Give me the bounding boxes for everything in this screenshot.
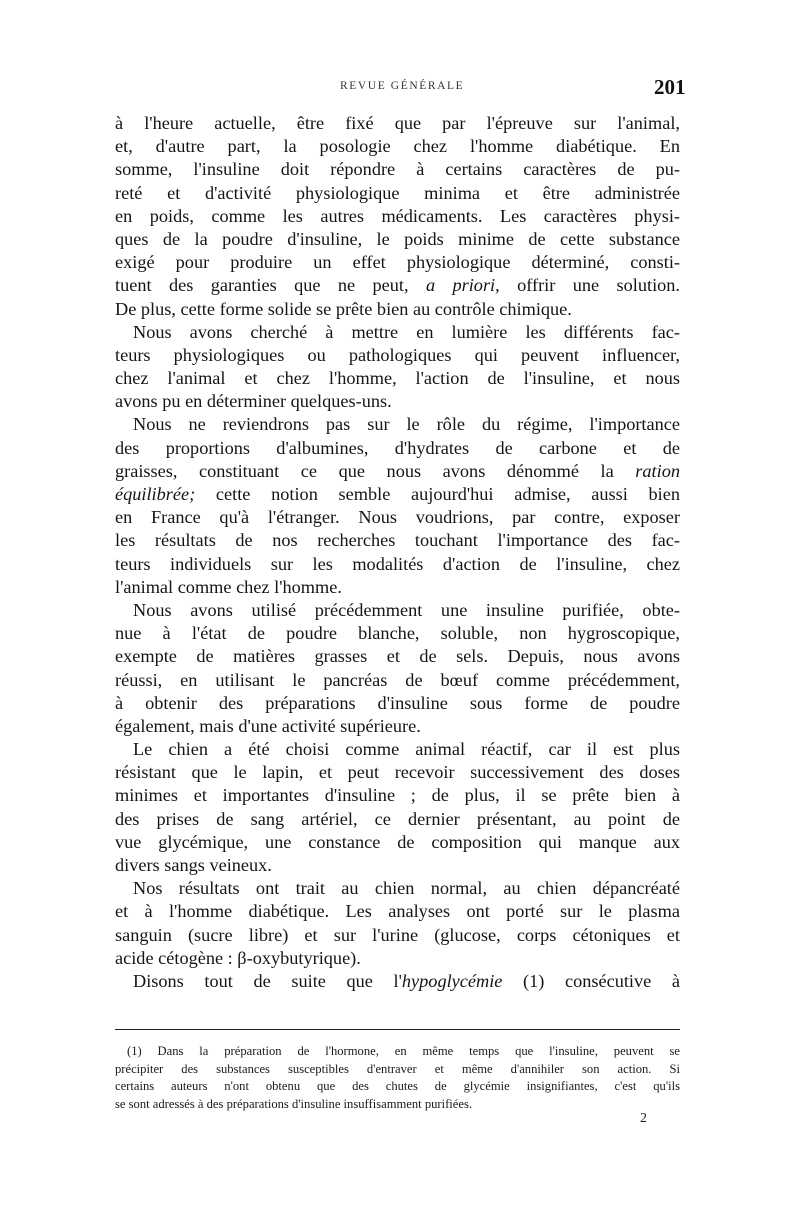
text-line [115,970,680,993]
text-line: résistant que le lapin, et peut recevoir successivement des doses [115,762,680,783]
text-line: en poids, comme les autres médicaments. Les caractères physi- [115,205,680,226]
text-line: De plus, cette forme solide se prête bien au contrôle chimique. [115,298,572,319]
running-header [0,75,800,100]
text-line: les résultats de nos recherches touchant l'importance des fac- [115,530,680,551]
text-line: Nous avons cherché à mettre en lumière les différents fac- [133,321,680,342]
text-line: en France qu'à l'étranger. Nous voudrions, par contre, exposer [115,507,680,528]
line-segment: , offrir une solution. [495,275,680,296]
text-line: et à l'homme diabétique. Les analyses ont porté sur le plasma [115,901,680,922]
text-line [115,460,680,483]
text-line: exempte de matières grasses et de sels. Depuis, nous avons [115,646,680,667]
text-line: avons pu en déterminer quelques-uns. [115,391,392,412]
signature-mark: 2 [640,1111,647,1126]
body-text [115,112,680,993]
italic-term: équilibrée; [115,484,196,504]
page-number: 201 [654,75,686,99]
footnote [115,1043,680,1113]
text-line: chez l'animal et chez l'homme, l'action de l'insuline, et nous [115,368,680,389]
text-line: vue glycémique, une constance de composition qui manque aux [115,831,680,852]
text-line: Nous ne reviendrons pas sur le rôle du régime, l'importance [133,414,680,435]
text-line: Nos résultats ont trait au chien normal, au chien dépancréaté [133,878,680,899]
text-line: teurs individuels sur les modalités d'action de l'insuline, chez [115,553,680,574]
text-line: exigé pour produire un effet physiologique déterminé, consti- [115,252,680,273]
text-line: et, d'autre part, la posologie chez l'homme diabétique. En [115,136,680,157]
text-line: sanguin (sucre libre) et sur l'urine (glucose, corps cétoniques et [115,924,680,945]
italic-term: ration [635,460,680,481]
running-title: REVUE GÉNÉRALE [340,80,465,92]
text-line: reté et d'activité physiologique minima et être administrée [115,182,680,203]
footnote-rule [115,1029,680,1030]
line-segment: tuent des garanties que ne peut, [115,275,426,296]
text-line: réussi, en utilisant le pancréas de bœuf comme précédemment, [115,669,680,690]
line-segment: (1) consécutive à [502,970,680,991]
footnote-line: certains auteurs n'ont obtenu que des chutes de glycémie insignifiantes, c'est qu'ils [115,1079,680,1093]
line-segment: graisses, constituant ce que nous avons dénommé la [115,460,636,481]
footnote-line: se sont adressés à des préparations d'insuline insuffisamment purifiées. [115,1096,473,1111]
text-line: également, mais d'une activité supérieure. [115,715,421,736]
text-line: divers sangs veineux. [115,855,272,875]
italic-term: a priori [425,275,496,296]
line-segment: cette notion semble aujourd'hui admise, aussi bien [195,484,680,504]
footnote-line: précipiter des substances susceptibles d'entraver et même d'annihiler son action. Si [115,1061,680,1076]
text-line: minimes et importantes d'insuline ; de plus, il se prête bien à [115,785,680,806]
text-line: à obtenir des préparations d'insuline sous forme de poudre [115,692,680,713]
text-line: teurs physiologiques ou pathologiques qui peuvent influencer, [115,344,680,365]
text-line [115,274,680,297]
text-line: Nous avons utilisé précédemment une insuline purifiée, obte- [133,599,680,620]
text-line: des prises de sang artériel, ce dernier présentant, au point de [115,808,680,829]
line-segment: Disons tout de suite que l' [133,970,402,991]
text-line: somme, l'insuline doit répondre à certains caractères de pu- [115,159,680,180]
text-line: acide cétogène : β-oxybutyrique). [115,947,361,968]
text-line: nue à l'état de poudre blanche, soluble, non hygroscopique, [115,623,680,644]
footnote-line: (1) Dans la préparation de l'hormone, en même temps que l'insuline, peuvent se [127,1044,680,1058]
text-line: ques de la poudre d'insuline, le poids minime de cette substance [115,228,680,249]
italic-term: hypoglycémie [401,970,503,991]
text-line [115,483,680,506]
text-line: à l'heure actuelle, être fixé que par l'épreuve sur l'animal, [115,113,680,133]
text-line: des proportions d'albumines, d'hydrates de carbone et de [115,437,680,458]
text-line: Le chien a été choisi comme animal réactif, car il est plus [133,739,680,760]
text-line: l'animal comme chez l'homme. [115,576,342,597]
